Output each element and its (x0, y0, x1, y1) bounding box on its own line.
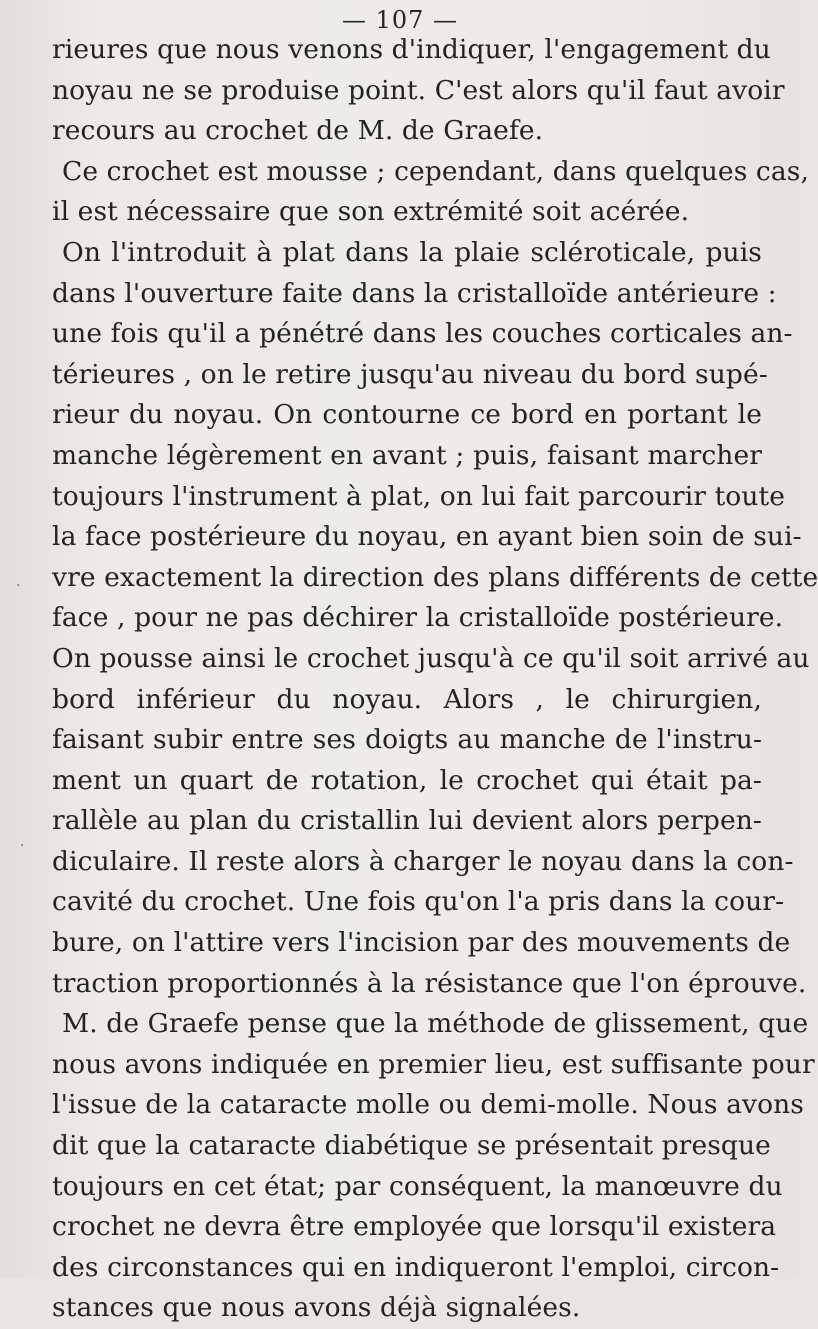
text-line: nous avons indiquée en premier lieu, est suffisante pour (52, 1048, 815, 1080)
text-line: Ce crochet est mousse ; cependant, dans quelques cas, (62, 155, 809, 187)
text-line: bord inférieur du noyau. Alors , le chirurgien, (52, 683, 762, 715)
text-line: dit que la cataracte diabétique se présentait presque (52, 1130, 771, 1162)
text-line: térieures , on le retire jusqu'au niveau du bord supé- (52, 358, 768, 390)
text-line: stances que nous avons déjà signalées. (52, 1292, 581, 1324)
text-line: des circonstances qui en indiqueront l'emploi, circon- (52, 1251, 780, 1283)
text-line: cavité du crochet. Une fois qu'on l'a pris dans la cour- (52, 886, 785, 918)
text-line: faisant subir entre ses doigts au manche de l'instru- (52, 724, 762, 756)
text-line: une fois qu'il a pénétré dans les couches corticales an- (52, 318, 793, 350)
text-line: M. de Graefe pense que la méthode de glissement, que (62, 1008, 809, 1040)
page-number: — 107 — (341, 6, 459, 34)
text-line: rieur du noyau. On contourne ce bord en portant le (52, 399, 762, 431)
text-line: ment un quart de rotation, le crochet qui était pa- (52, 764, 762, 796)
text-line: On l'introduit à plat dans la plaie scléroticale, puis (62, 236, 762, 268)
margin-speck: · (20, 838, 25, 854)
body-text (52, 30, 818, 1329)
text-line: vre exactement la direction des plans différents de cette (52, 561, 818, 593)
text-line: toujours l'instrument à plat, on lui fait parcourir toute (52, 480, 786, 512)
text-line: crochet ne devra être employée que lorsqu'il existera (52, 1211, 777, 1243)
text-line: diculaire. Il reste alors à charger le noyau dans la con- (52, 845, 794, 877)
margin-speck: · (16, 578, 21, 594)
text-line: recours au crochet de M. de Graefe. (52, 115, 544, 147)
text-line: il est nécessaire que son extrémité soit acérée. (52, 196, 690, 228)
text-line: On pousse ainsi le crochet jusqu'à ce qu'il soit arrivé au (52, 642, 810, 674)
text-line: manche légèrement en avant ; puis, faisant marcher (52, 439, 762, 471)
text-line: noyau ne se produise point. C'est alors qu'il faut avoir (52, 74, 785, 106)
text-line: bure, on l'attire vers l'incision par des mouvements de (52, 927, 791, 959)
text-line: rallèle au plan du cristallin lui devient alors perpen- (52, 805, 762, 837)
text-line: face , pour ne pas déchirer la cristalloïde postérieure. (52, 602, 784, 634)
text-line: traction proportionnés à la résistance que l'on éprouve. (52, 967, 807, 999)
text-line: la face postérieure du noyau, en ayant bien soin de sui- (52, 521, 802, 553)
text-line: rieures que nous venons d'indiquer, l'engagement du (52, 34, 771, 65)
text-line: dans l'ouverture faite dans la cristalloïde antérieure : (52, 277, 777, 309)
text-line: toujours en cet état; par conséquent, la manœuvre du (52, 1170, 783, 1202)
text-line: l'issue de la cataracte molle ou demi-molle. Nous avons (52, 1089, 805, 1121)
